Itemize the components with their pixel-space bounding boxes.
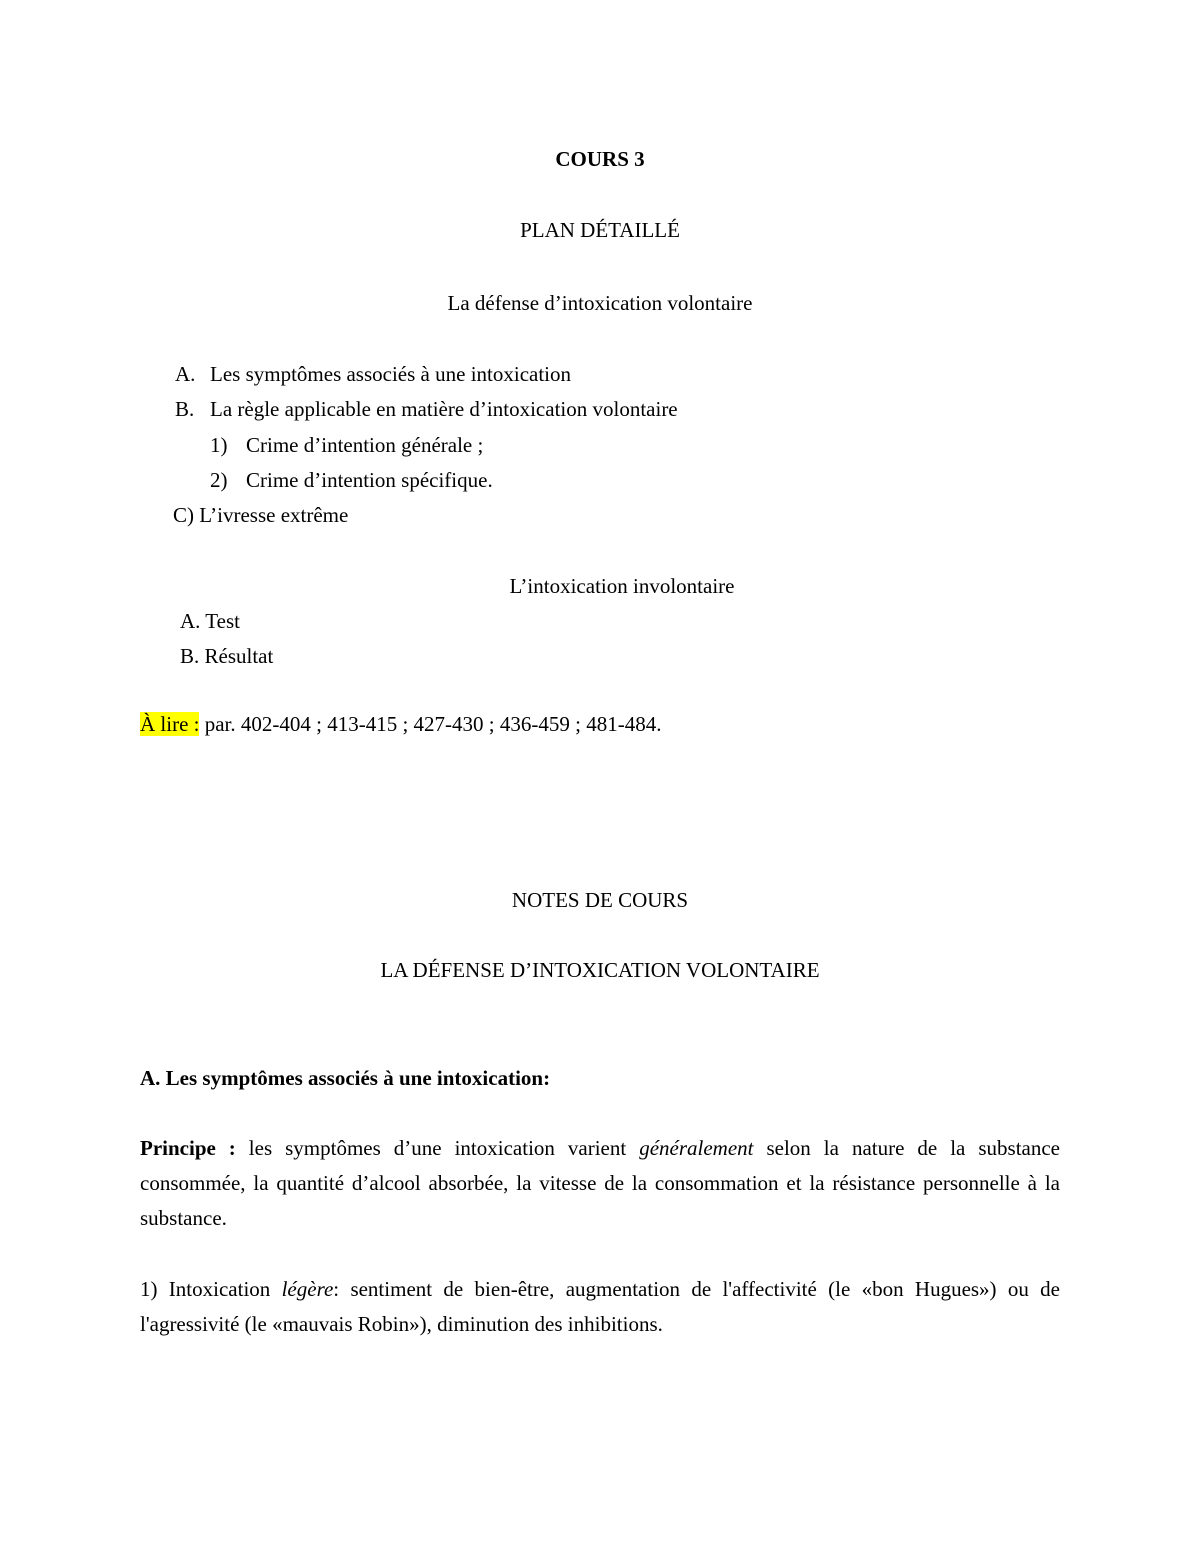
item1-emphasis: légère (281, 1277, 334, 1301)
plan-item-b-text: La règle applicable en matière d’intoxication volontaire (210, 397, 678, 421)
plan2-item-a: A. Test (180, 609, 240, 633)
plan-item-a-marker: A. (175, 362, 196, 386)
section-a-title: A. Les symptômes associés à une intoxication: (140, 1066, 551, 1090)
principle-text-1: les symptômes d’une intoxication varient (235, 1136, 640, 1160)
plan-subitem-2-text: Crime d’intention spécifique. (246, 468, 493, 492)
plan-heading: PLAN DÉTAILLÉ (520, 218, 680, 242)
plan-subitem-2-marker: 2) (210, 468, 228, 492)
plan-item-a-text: Les symptômes associés à une intoxication (210, 362, 572, 386)
item1-prefix: 1) Intoxication (140, 1277, 282, 1301)
plan2-item-b: B. Résultat (180, 644, 274, 668)
reading-list (140, 711, 661, 737)
notes-subheading: LA DÉFENSE D’INTOXICATION VOLONTAIRE (380, 958, 820, 982)
section1-title: La défense d’intoxication volontaire (447, 291, 753, 315)
plan-item-b-marker: B. (175, 397, 195, 421)
plan-subitem-1-text: Crime d’intention générale ; (246, 433, 484, 457)
principle-text-2: selon la nature de la substance consommée, la quantité d’alcool absorbée, la vitesse de la consommation et la résistance personnelle à la substance. (140, 1136, 1060, 1230)
item1-text: : sentiment de bien-être, augmentation de l'affectivité (le «bon Hugues») ou de l'agressivité (le «mauvais Robin»), diminution des inhibitions. (140, 1277, 1060, 1336)
section2-title: L’intoxication involontaire (509, 574, 735, 598)
reading-pages: par. 402-404 ; 413-415 ; 427-430 ; 436-459 ; 481-484. (199, 712, 662, 736)
plan-subitem-1-marker: 1) (210, 433, 228, 457)
reading-label: À lire : (140, 712, 200, 736)
plan-item-c: C) L’ivresse extrême (173, 503, 349, 527)
item1-paragraph (140, 1272, 1060, 1342)
notes-heading: NOTES DE COURS (511, 888, 689, 912)
principle-label: Principe : (140, 1136, 236, 1160)
principle-emphasis: généralement (639, 1136, 754, 1160)
principle-paragraph (140, 1131, 1060, 1236)
course-title: COURS 3 (555, 147, 645, 171)
